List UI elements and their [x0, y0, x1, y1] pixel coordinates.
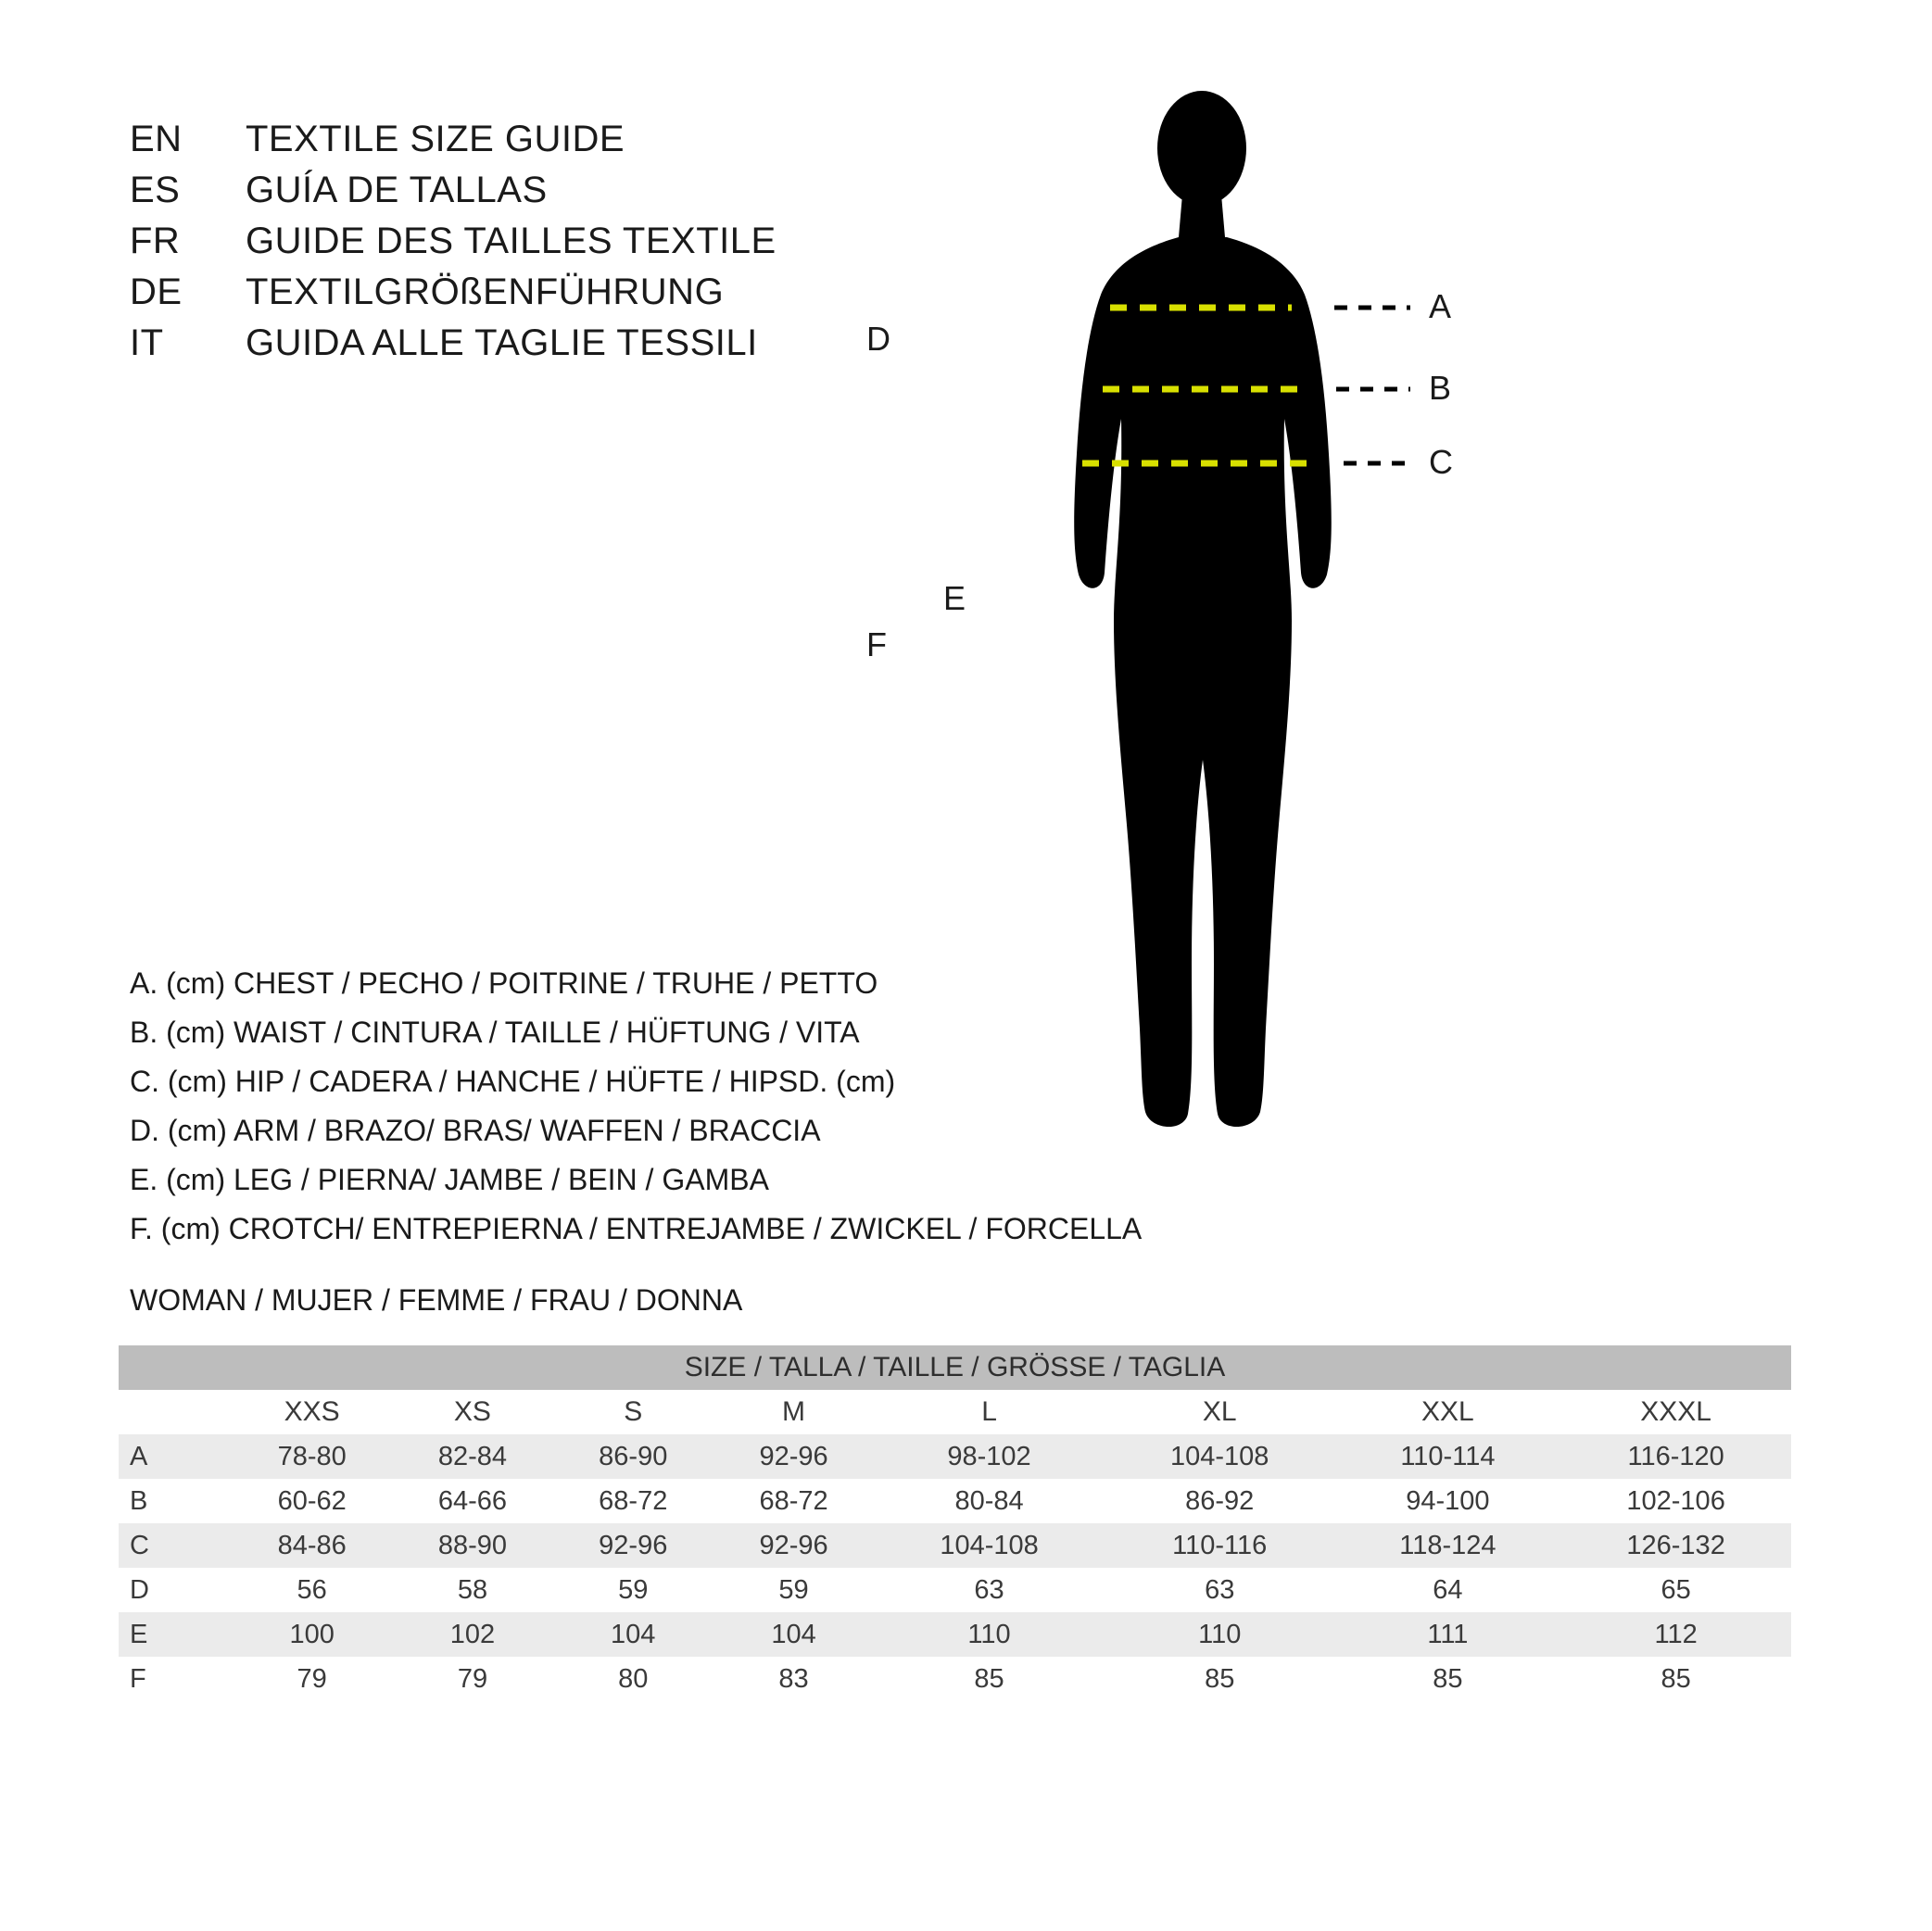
label-e: E: [943, 579, 966, 617]
size-header-xl: XL: [1105, 1390, 1335, 1434]
cell-c-xxs: 84-86: [232, 1523, 392, 1568]
title-row: [130, 170, 964, 221]
table-corner-cell: [119, 1390, 232, 1434]
cell-c-xl: 110-116: [1105, 1523, 1335, 1568]
table-header-row: [119, 1390, 1791, 1434]
size-table: [119, 1345, 1791, 1701]
size-header-xxs: XXS: [232, 1390, 392, 1434]
cell-c-m: 92-96: [713, 1523, 874, 1568]
cell-d-xxxl: 65: [1560, 1568, 1791, 1612]
cell-e-xxxl: 112: [1560, 1612, 1791, 1657]
title-text-es: GUÍA DE TALLAS: [246, 170, 548, 210]
label-d: D: [866, 320, 890, 358]
table-row: [119, 1479, 1791, 1523]
title-block: [130, 119, 964, 373]
cell-b-xxl: 94-100: [1335, 1479, 1561, 1523]
legend-item-f: F. (cm) CROTCH/ ENTREPIERNA / ENTREJAMBE / ZWICKEL / FORCELLA: [130, 1212, 1143, 1245]
row-key-b: B: [119, 1479, 232, 1523]
cell-a-xxxl: 116-120: [1560, 1434, 1791, 1479]
title-lang-fr: FR: [130, 221, 181, 261]
measurement-legend: [130, 959, 1242, 1254]
cell-a-xl: 104-108: [1105, 1434, 1335, 1479]
cell-b-s: 68-72: [553, 1479, 713, 1523]
table-row: [119, 1523, 1791, 1568]
title-text-en: TEXTILE SIZE GUIDE: [246, 119, 625, 159]
cell-f-xxl: 85: [1335, 1657, 1561, 1701]
cell-f-m: 83: [713, 1657, 874, 1701]
leader-lines: [1334, 308, 1410, 463]
cell-d-xxs: 56: [232, 1568, 392, 1612]
cell-f-xl: 85: [1105, 1657, 1335, 1701]
table-band-title-label: SIZE / TALLA / TAILLE / GRÖSSE / TAGLIA: [119, 1345, 1791, 1390]
title-text-de: TEXTILGRÖßENFÜHRUNG: [246, 271, 725, 312]
title-lang-es: ES: [130, 170, 181, 210]
cell-b-xxxl: 102-106: [1560, 1479, 1791, 1523]
size-header-s: S: [553, 1390, 713, 1434]
row-key-d: D: [119, 1568, 232, 1612]
title-row: [130, 221, 964, 271]
title-text-it: GUIDA ALLE TAGLIE TESSILI: [246, 322, 758, 363]
cell-c-xxxl: 126-132: [1560, 1523, 1791, 1568]
table-row: [119, 1434, 1791, 1479]
legend-item-c: C. (cm) HIP / CADERA / HANCHE / HÜFTE / HIPSD. (cm): [130, 1065, 896, 1098]
title-row: [130, 119, 964, 170]
size-header-l: L: [874, 1390, 1105, 1434]
cell-c-xxl: 118-124: [1335, 1523, 1561, 1568]
label-f: F: [866, 625, 887, 663]
label-a: A: [1429, 287, 1452, 325]
title-lang-it: IT: [130, 322, 164, 363]
cell-d-xl: 63: [1105, 1568, 1335, 1612]
cell-e-s: 104: [553, 1612, 713, 1657]
table-row: [119, 1568, 1791, 1612]
cell-e-xxs: 100: [232, 1612, 392, 1657]
cell-f-xxs: 79: [232, 1657, 392, 1701]
cell-e-l: 110: [874, 1612, 1105, 1657]
group-heading: WOMAN / MUJER / FEMME / FRAU / DONNA: [130, 1283, 743, 1317]
title-lang-en: EN: [130, 119, 183, 159]
row-key-a: A: [119, 1434, 232, 1479]
cell-b-l: 80-84: [874, 1479, 1105, 1523]
cell-a-l: 98-102: [874, 1434, 1105, 1479]
cell-d-xxl: 64: [1335, 1568, 1561, 1612]
cell-b-xxs: 60-62: [232, 1479, 392, 1523]
table-row: [119, 1657, 1791, 1701]
cell-a-xxs: 78-80: [232, 1434, 392, 1479]
cell-a-xs: 82-84: [392, 1434, 552, 1479]
title-row: [130, 322, 964, 373]
cell-b-xs: 64-66: [392, 1479, 552, 1523]
cell-a-m: 92-96: [713, 1434, 874, 1479]
legend-item-e: E. (cm) LEG / PIERNA/ JAMBE / BEIN / GAMBA: [130, 1163, 769, 1196]
title-lang-de: DE: [130, 271, 183, 312]
table-row: [119, 1612, 1791, 1657]
label-c: C: [1429, 443, 1453, 481]
cell-c-l: 104-108: [874, 1523, 1105, 1568]
cell-f-s: 80: [553, 1657, 713, 1701]
cell-c-s: 92-96: [553, 1523, 713, 1568]
size-header-xxl: XXL: [1335, 1390, 1561, 1434]
table-band-title: [119, 1345, 1791, 1390]
legend-item-b: B. (cm) WAIST / CINTURA / TAILLE / HÜFTUNG / VITA: [130, 1016, 860, 1049]
cell-a-s: 86-90: [553, 1434, 713, 1479]
cell-f-xs: 79: [392, 1657, 552, 1701]
cell-e-xs: 102: [392, 1612, 552, 1657]
cell-d-xs: 58: [392, 1568, 552, 1612]
title-row: [130, 271, 964, 322]
size-header-xxxl: XXXL: [1560, 1390, 1791, 1434]
cell-e-m: 104: [713, 1612, 874, 1657]
row-key-f: F: [119, 1657, 232, 1701]
cell-c-xs: 88-90: [392, 1523, 552, 1568]
row-key-e: E: [119, 1612, 232, 1657]
size-header-m: M: [713, 1390, 874, 1434]
cell-a-xxl: 110-114: [1335, 1434, 1561, 1479]
legend-item-a: A. (cm) CHEST / PECHO / POITRINE / TRUHE / PETTO: [130, 966, 878, 1000]
cell-f-xxxl: 85: [1560, 1657, 1791, 1701]
row-key-c: C: [119, 1523, 232, 1568]
cell-d-l: 63: [874, 1568, 1105, 1612]
cell-d-m: 59: [713, 1568, 874, 1612]
cell-b-m: 68-72: [713, 1479, 874, 1523]
label-b: B: [1429, 369, 1452, 407]
cell-d-s: 59: [553, 1568, 713, 1612]
cell-e-xxl: 111: [1335, 1612, 1561, 1657]
cell-b-xl: 86-92: [1105, 1479, 1335, 1523]
title-text-fr: GUIDE DES TAILLES TEXTILE: [246, 221, 777, 261]
cell-f-l: 85: [874, 1657, 1105, 1701]
size-header-xs: XS: [392, 1390, 552, 1434]
cell-e-xl: 110: [1105, 1612, 1335, 1657]
legend-item-d: D. (cm) ARM / BRAZO/ BRAS/ WAFFEN / BRACCIA: [130, 1114, 821, 1147]
